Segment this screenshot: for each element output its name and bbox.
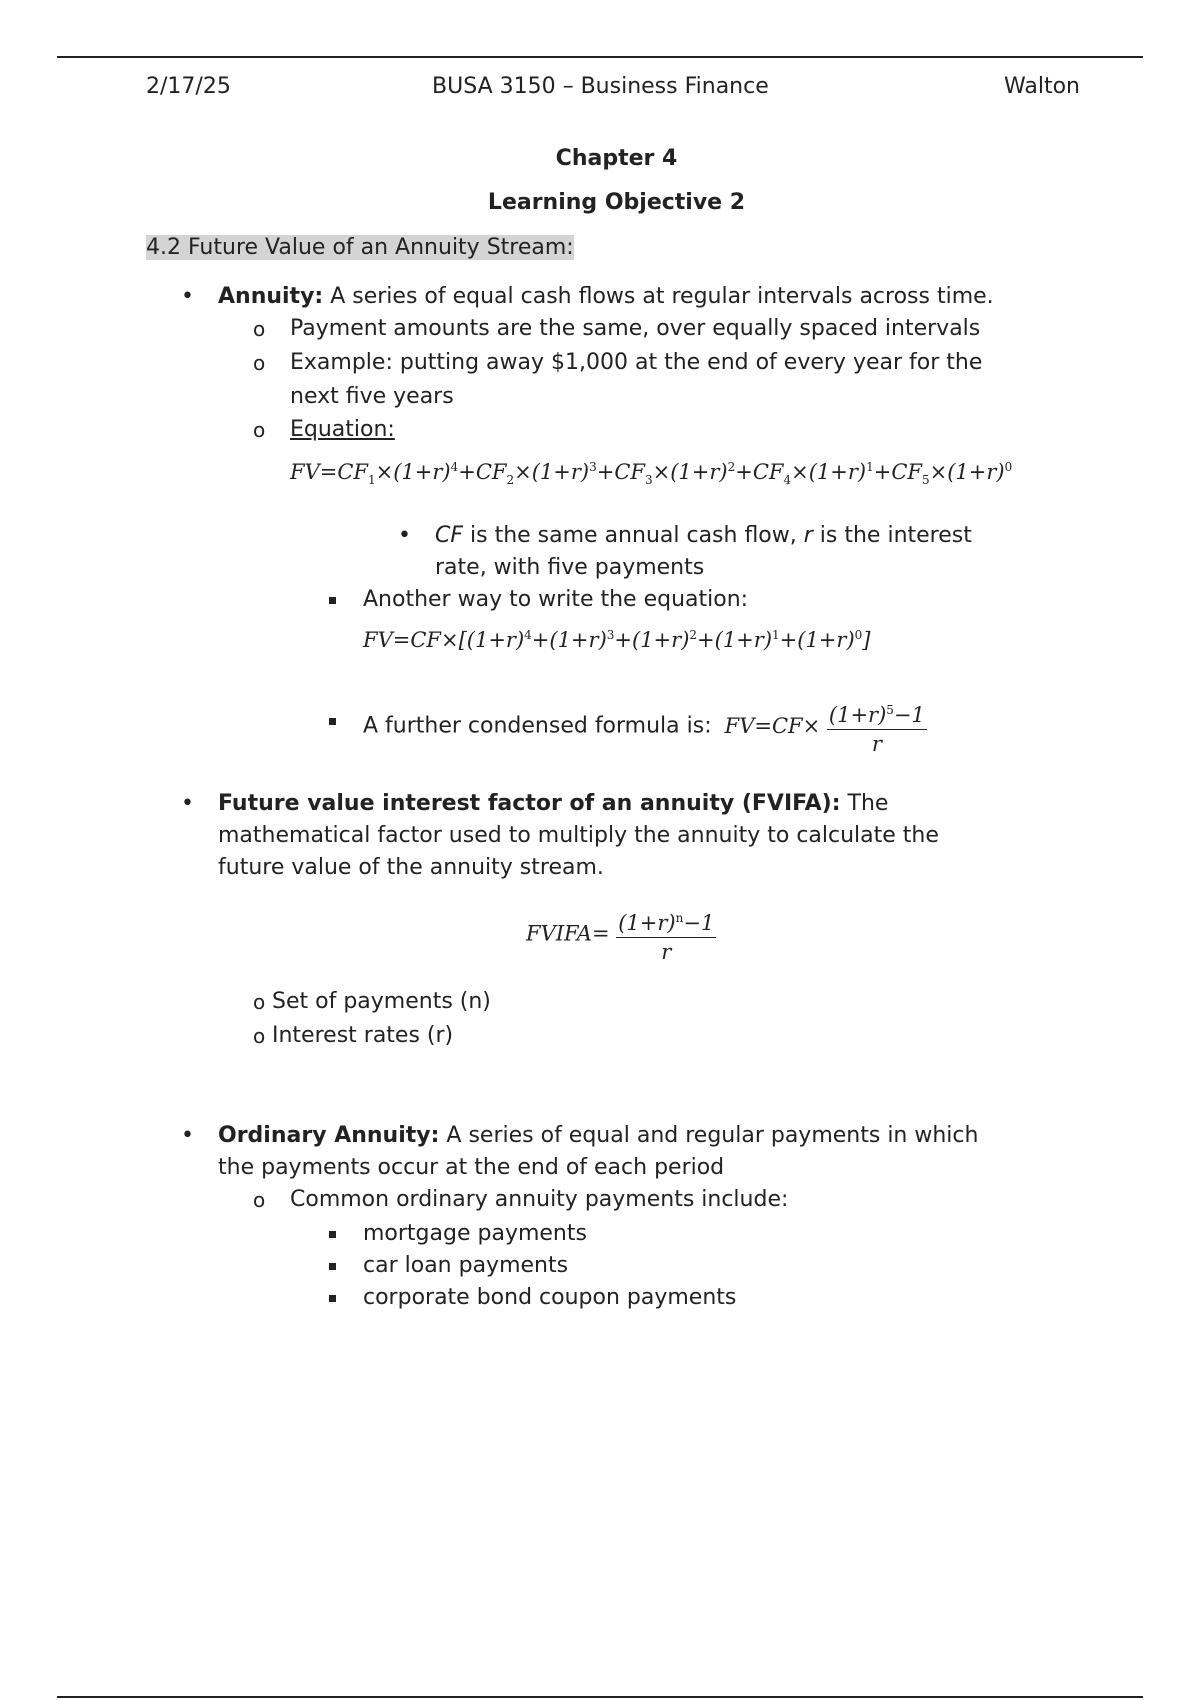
square-bullet-icon <box>329 718 336 725</box>
example-mortgage: mortgage payments <box>363 1221 587 1246</box>
header-date: 2/17/25 <box>146 74 231 99</box>
circle-bullet-icon: o <box>253 1024 266 1048</box>
section-heading: 4.2 Future Value of an Annuity Stream: <box>146 235 574 260</box>
circle-bullet-icon: o <box>253 1188 266 1212</box>
header-course: BUSA 3150 – Business Finance <box>432 74 769 99</box>
circle-bullet-icon: o <box>253 317 266 341</box>
ordinary-definition-line2: the payments occur at the end of each period <box>218 1155 725 1180</box>
annuity-definition: Annuity: A series of equal cash flows at regular intervals across time. <box>218 284 994 309</box>
fvifa-formula: FVIFA= $\frac{(1+r)^n-1}{r}$ <box>526 905 716 965</box>
cf-note: CF is the same annual cash flow, r is the interest <box>435 523 972 548</box>
example-bond: corporate bond coupon payments <box>363 1285 737 1310</box>
example-car-loan: car loan payments <box>363 1253 569 1278</box>
equation-label: Equation: <box>290 417 395 442</box>
annuity-point-2-cont: next five years <box>290 384 454 409</box>
equation-factored: $FV=CF\times[(1+r)^4+(1+r)^3+(1+r)^2+(1+r)^1+(1+r)^0]$ <box>363 628 871 652</box>
annuity-point-1: Payment amounts are the same, over equally spaced intervals <box>290 316 981 341</box>
annuity-point-2: Example: putting away $1,000 at the end of every year for the <box>290 350 983 375</box>
fvifa-definition-line2: mathematical factor used to multiply the annuity to calculate the <box>218 823 939 848</box>
bullet-dot-icon: • <box>181 284 194 309</box>
square-bullet-icon <box>329 1231 336 1238</box>
fvifa-definition: Future value interest factor of an annuity (FVIFA): The <box>218 791 889 816</box>
cf-note-cont: rate, with five payments <box>435 555 705 580</box>
square-bullet-icon <box>329 1295 336 1302</box>
circle-bullet-icon: o <box>253 418 266 442</box>
chapter-title: Chapter 4 <box>555 146 678 171</box>
ordinary-intro: Common ordinary annuity payments include: <box>290 1187 789 1212</box>
square-bullet-icon <box>329 597 336 604</box>
header-instructor: Walton <box>1004 74 1080 99</box>
equation-expanded: $FV=CF_1\times(1+r)^4+CF_2\times(1+r)^3+CF_3\times(1+r)^2+CF_4\times(1+r)^1+CF_5\times(1+r)^0$ <box>290 460 1013 488</box>
top-rule <box>57 56 1143 58</box>
another-way-label: Another way to write the equation: <box>363 587 749 612</box>
bullet-dot-icon: • <box>181 1123 194 1148</box>
fvifa-definition-line3: future value of the annuity stream. <box>218 855 604 880</box>
circle-bullet-icon: o <box>253 351 266 375</box>
bullet-dot-icon: • <box>398 523 411 548</box>
bullet-dot-icon: • <box>181 791 194 816</box>
fvifa-item-r: Interest rates (r) <box>272 1023 454 1048</box>
ordinary-definition: Ordinary Annuity: A series of equal and regular payments in which <box>218 1123 979 1148</box>
objective-title: Learning Objective 2 <box>487 190 746 215</box>
condensed-formula: A further condensed formula is: FV=CF× $\frac{(1+r)^5-1}{r}$ <box>363 697 927 757</box>
bottom-rule <box>57 1696 1143 1698</box>
square-bullet-icon <box>329 1263 336 1270</box>
fvifa-item-n: Set of payments (n) <box>272 989 491 1014</box>
circle-bullet-icon: o <box>253 990 266 1014</box>
